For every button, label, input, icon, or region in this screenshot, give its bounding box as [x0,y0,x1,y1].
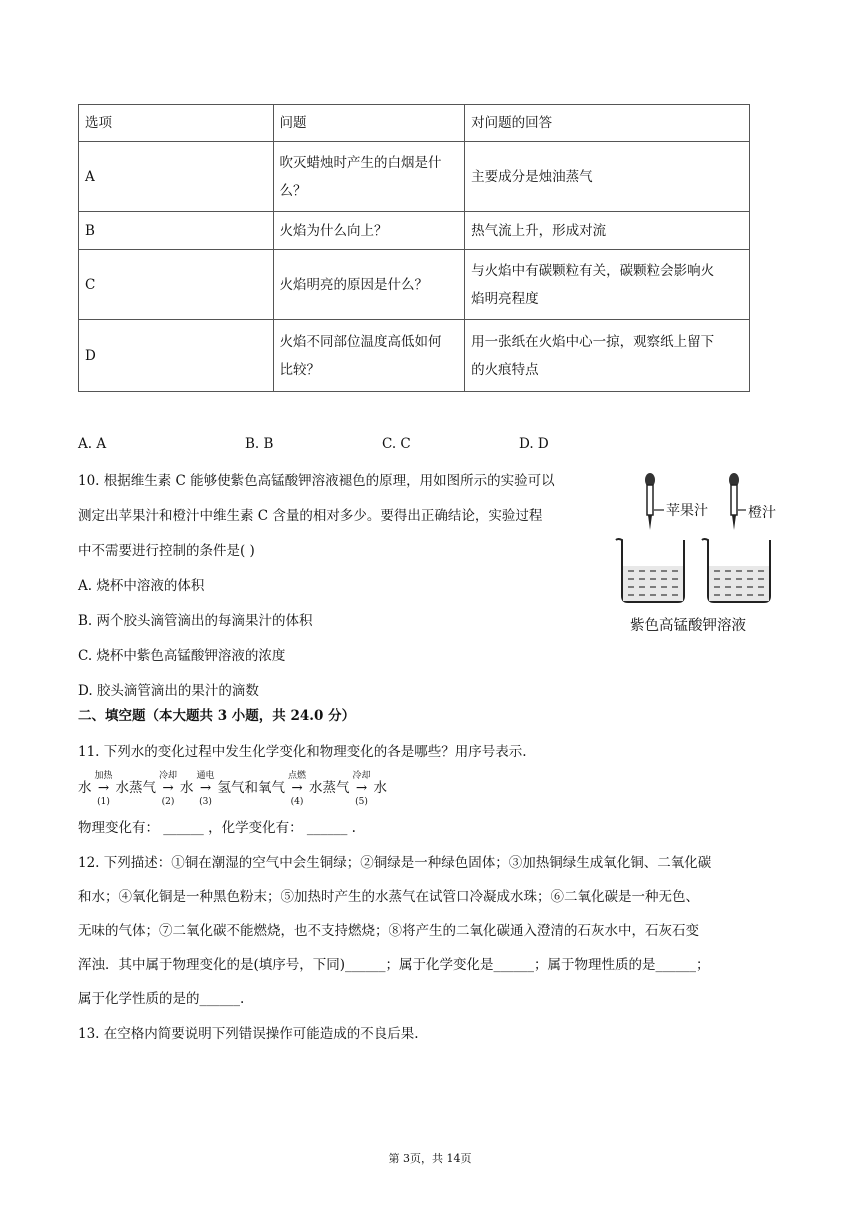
q10-option-d[interactable]: D. 胶头滴管滴出的果汁的滴数 [78,683,259,699]
figure-label-orange-juice: 橙汁 [748,505,776,521]
arrow-condition: 冷却 [352,771,371,781]
cell-line: 主要成分是烛油蒸气 [471,168,593,185]
q12-line[interactable]: 属于化学性质的是的______. [78,991,245,1007]
dropper-icon [729,473,746,530]
table-cell-option: C [79,250,274,320]
chain-node: 水蒸气 [115,780,156,796]
arrow-number: (1) [97,797,110,807]
table-cell-answer [465,212,750,250]
q13-stem: 13. 在空格内简要说明下列错误操作可能造成的不良后果. [78,1026,419,1042]
q12-line[interactable]: 浑浊．其中属于物理变化的是(填序号，下同)______；属于化学变化是______；属于物理性质的是______； [78,957,710,973]
q10-option-a[interactable]: A. 烧杯中溶液的体积 [78,578,205,594]
table-cell-question [273,320,465,392]
cell-line: 热气流上升，形成对流 [471,222,607,239]
q11-stem: 11. 下列水的变化过程中发生化学变化和物理变化的各是哪些？用序号表示. [78,744,527,760]
cell-line: 比较？ [279,361,320,378]
option-b[interactable]: B. B [245,436,274,452]
cell-line: 火焰明亮的原因是什么？ [279,276,428,293]
q12-line: 12. 下列描述：①铜在潮湿的空气中会生铜绿；②铜绿是一种绿色固体；③加热铜绿生成氧化铜、二氧化碳 [78,855,712,871]
q10-stem-line: 测定出苹果汁和橙汁中维生素 C 含量的相对多少。要得出正确结论，实验过程 [78,508,543,524]
table-cell-option: B [79,212,274,250]
page-number: 第 3页，共 14页 [388,1152,472,1165]
table-header: 对问题的回答 [465,105,750,142]
arrow-number: (2) [161,797,175,807]
q11-reaction-chain [78,771,387,807]
table-cell-option: D [79,320,274,392]
chain-node: 水 [373,780,387,796]
cell-line: 火焰为什么向上？ [279,222,388,239]
q10-option-b[interactable]: B. 两个胶头滴管滴出的每滴果汁的体积 [78,613,313,629]
q9-options [78,436,678,456]
q12-text [78,846,768,1016]
table-row [79,320,750,392]
q12-line: 无味的气体；⑦二氧化碳不能燃烧，也不支持燃烧；⑧将产生的二氧化碳通入澄清的石灰水中，石灰石变 [78,923,699,939]
arrow-condition: 通电 [196,771,215,781]
table-cell-question [273,250,465,320]
table-row [79,250,750,320]
cell-line: 焰明亮程度 [471,290,539,307]
q10-figure [612,468,782,638]
cell-line: 吹灭蜡烛时产生的白烟是什 [279,154,442,171]
q10-option-c[interactable]: C. 烧杯中紫色高锰酸钾溶液的浓度 [78,648,286,664]
arrow-number: (4) [290,797,304,807]
cell-line: 么？ [279,182,307,199]
table-row [79,212,750,250]
cell-line: 与火焰中有碳颗粒有关，碳颗粒会影响火 [471,262,715,279]
section-heading: 二、填空题（本大题共 3 小题，共 24.0 分） [78,708,356,724]
table-cell-question [273,212,465,250]
beaker-icon [702,539,770,602]
arrow-icon: 通电 → (3) [194,778,218,798]
arrow-number: (3) [199,797,212,807]
dropper-icon [645,473,664,530]
chain-node: 水蒸气 [309,780,350,796]
table-header: 选项 [79,105,274,142]
table-cell-answer [465,142,750,212]
beaker-figure [612,468,782,638]
option-d[interactable]: D. D [519,436,549,452]
q10-stem [78,464,555,709]
chain-node: 氢气和氧气 [217,780,285,796]
option-a[interactable]: A. A [78,436,107,452]
arrow-icon: 冷却 → (2) [156,778,180,798]
cell-line: 火焰不同部位温度高低如何 [279,333,442,350]
table-row [79,142,750,212]
arrow-condition: 冷却 [158,771,177,781]
figure-label-apple-juice: 苹果汁 [666,503,708,519]
arrow-condition: 点燃 [287,771,306,781]
cell-line: 用一张纸在火焰中心一掠，观察纸上留下 [471,333,715,350]
arrow-condition: 加热 [94,771,113,781]
q10-stem-line: 中不需要进行控制的条件是( ) [78,543,255,559]
chain-node: 水 [78,780,92,796]
table-header-row [79,105,750,142]
table-header: 问题 [273,105,465,142]
arrow-icon: 点燃 → (4) [285,778,309,798]
table-cell-answer [465,320,750,392]
question-table [78,104,750,392]
chain-node: 水 [180,780,194,796]
figure-caption: 紫色高锰酸钾溶液 [630,618,746,634]
arrow-icon: 冷却 → (5) [350,778,374,798]
q10-stem-line: 10. 根据维生素 C 能够使紫色高锰酸钾溶液褪色的原理，用如图所示的实验可以 [78,473,555,489]
option-c[interactable]: C. C [382,436,411,452]
q11-answer[interactable]: 物理变化有： ______ ，化学变化有： ______ . [78,820,356,836]
table-cell-question [273,142,465,212]
cell-line: 的火痕特点 [471,361,539,378]
beaker-icon [616,539,684,602]
q12-line: 和水；④氧化铜是一种黑色粉末；⑤加热时产生的水蒸气在试管口冷凝成水珠；⑥二氧化碳是一种无色、 [78,889,699,905]
arrow-icon: 加热 → (1) [92,778,116,798]
table-cell-option: A [79,142,274,212]
arrow-number: (5) [355,797,368,807]
table-cell-answer [465,250,750,320]
